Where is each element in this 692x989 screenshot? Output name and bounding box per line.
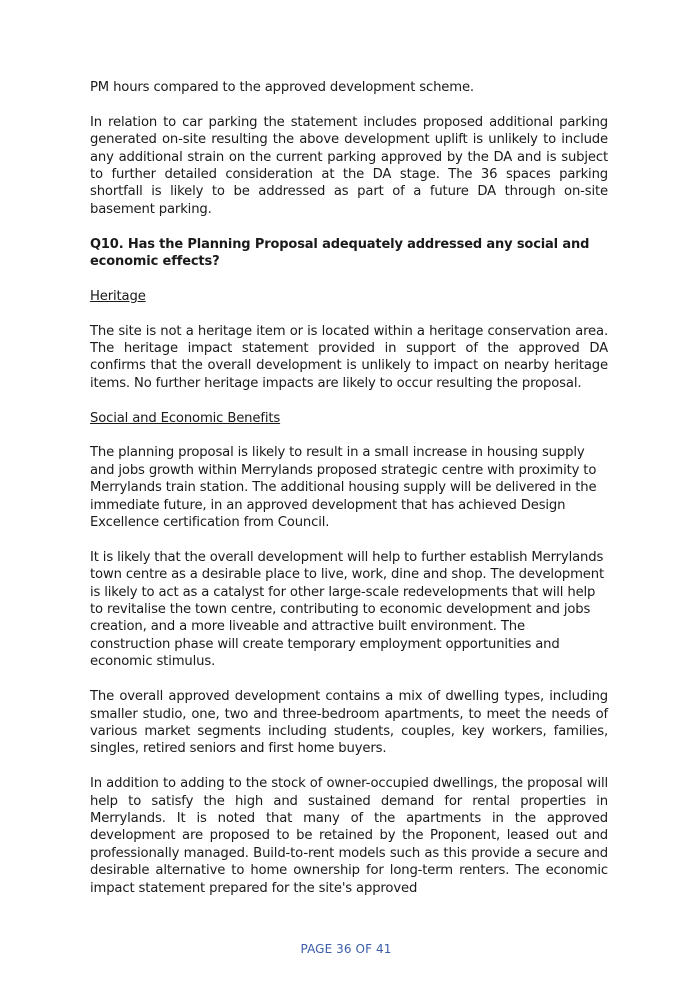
subheading-heritage: Heritage [90, 288, 146, 304]
paragraph-town-centre: It is likely that the overall development will help to further establish Merrylands town centre as a desirable place to live, work, dine and shop. The development is likely to act as a catalyst for other large-scale redevelopments that will help to revitalise the town centre, contributing to economic development and jobs creation, and a more liveable and attractive built environment. The construction phase will create temporary employment opportunities and economic stimulus. [90, 549, 604, 670]
paragraph-dwelling-mix: The overall approved development contains a mix of dwelling types, including smaller studio, one, two and three-bedroom apartments, to meet the needs of various market segments including students, couples, key workers, families, singles, retired seniors and first home buyers. [90, 689, 608, 757]
paragraph-car-parking: In relation to car parking the statement includes proposed additional parking generated on-site resulting the above development uplift is unlikely to include any additional strain on the current parking approved by the DA and is subject to further detailed consideration at the DA stage. The 36 spaces parking shortfall is likely to be addressed as part of a future DA through on-site basement parking. [90, 114, 608, 217]
paragraph-housing-supply: The planning proposal is likely to result in a small increase in housing supply and jobs growth within Merrylands proposed strategic centre with proximity to Merrylands train station. The additional housing supply will be delivered in the immediate future, in an approved development that has achieved Design Excellence certification from Council. [90, 445, 597, 531]
page-number-footer: PAGE 36 OF 41 [300, 942, 392, 956]
subheading-social-economic: Social and Economic Benefits [90, 410, 281, 426]
paragraph-heritage: The site is not a heritage item or is located within a heritage conservation area. The heritage impact statement provided in support of the approved DA confirms that the overall development is unlikely to impact on nearby heritage items. No further heritage impacts are likely to occur resulting the proposal. [90, 323, 608, 391]
paragraph-continuation: PM hours compared to the approved development scheme. [90, 80, 474, 95]
page-body [90, 79, 608, 914]
section-heading-q10: Q10. Has the Planning Proposal adequately addressed any social and economic effects? [90, 236, 590, 270]
paragraph-rental-demand: In addition to adding to the stock of owner-occupied dwellings, the proposal will help to satisfy the high and sustained demand for rental properties in Merrylands. It is noted that many of the apartments in the approved development are proposed to be retained by the Proponent, leased out and professionally managed. Build-to-rent models such as this provide a secure and desirable alternative to home ownership for long-term renters. The economic impact statement prepared for the site's approved [90, 776, 608, 896]
